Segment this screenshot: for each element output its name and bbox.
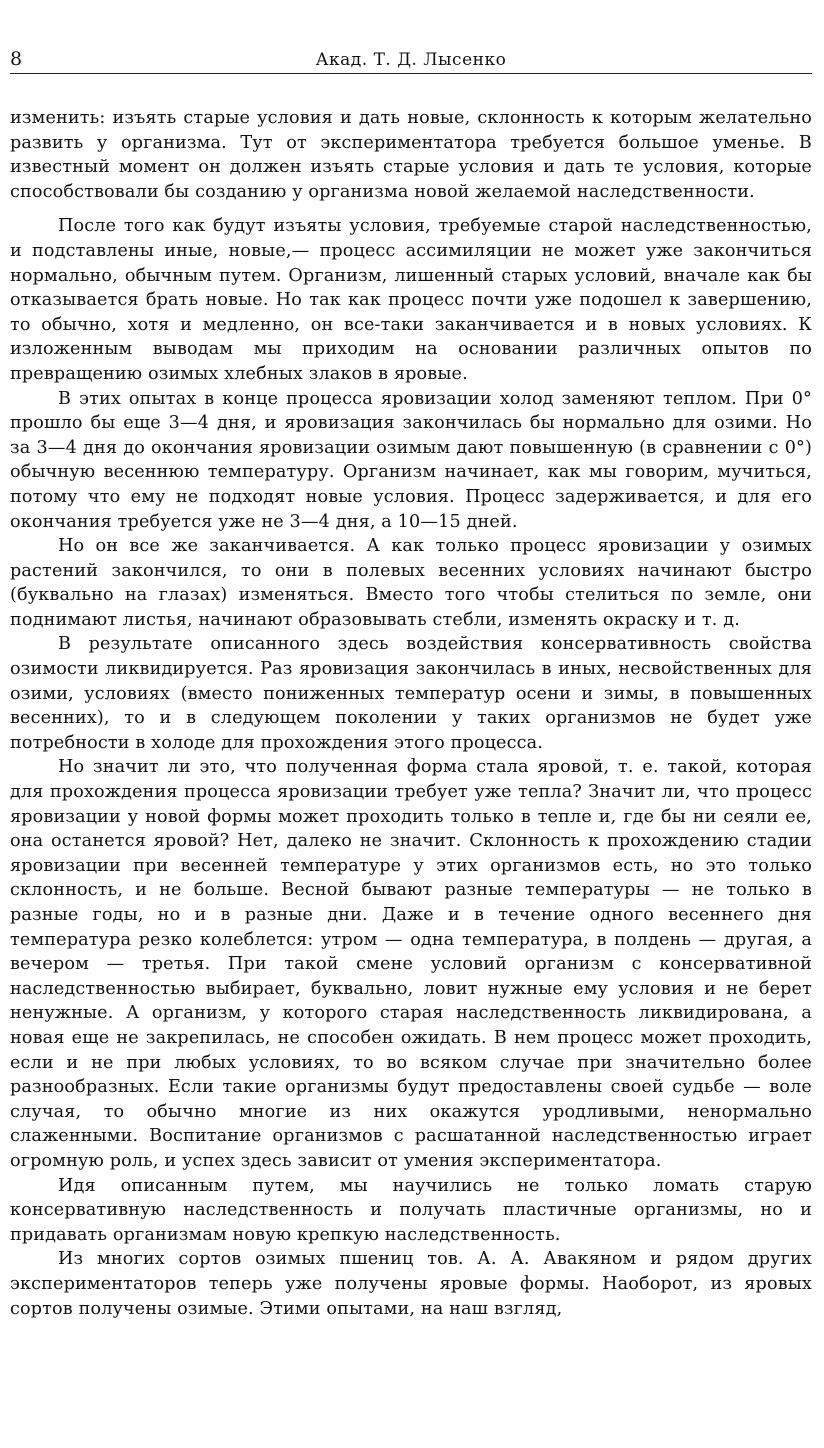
body-text [10, 106, 812, 1321]
paragraph: Из многих сортов озимых пшениц тов. А. А. Авакяном и рядом других экспериментаторов теперь уже получены яровые формы. Наоборот, из яровых сортов получены озимые. Этими опытами, на наш взгляд, [10, 1249, 812, 1319]
page-number: 8 [10, 48, 23, 70]
paragraph: Но значит ли это, что полученная форма стала яровой, т. е. такой, которая для прохождения процесса яровизации требует уже тепла? Значит ли, что процесс яровизации у новой формы может проходить только в тепле и, где бы ни сеяли ее, она останется яровой? Нет, далеко не значит. Склонность к прохождению стадии яровизации при весенней температуре у этих организмов есть, но это только склонность, и не больше. Весной бывают разные температуры — не только в разные годы, но и в разные дни. Даже и в течение одного весеннего дня температура резко колеблется: утром — одна температура, в полдень — другая, а вечером — третья. При такой смене условий организм с консервативной наследственностью выбирает, буквально, ловит нужные ему условия и не берет ненужные. А организм, у которого старая наследственность ликвидирована, а новая еще не закрепилась, не способен ожидать. В нем процесс может проходить, если и не при любых условиях, то во всяком случае при значительно более разнообразных. Если такие организмы будут предоставлены своей судьбе — воле случая, то обычно многие из них окажутся уродливыми, ненормально слаженными. Воспитание организмов с расшатанной наследственностью играет огромную роль, и успех здесь зависит от умения экспериментатора. [10, 757, 812, 1171]
page-header [10, 44, 812, 74]
paragraph: Идя описанным путем, мы научились не только ломать старую консервативную наследственность и получать пластичные организмы, но и придавать организмам новую крепкую наследственность. [10, 1175, 812, 1245]
running-head: Акад. Т. Д. Лысенко [315, 50, 507, 70]
header-rule [10, 73, 812, 74]
paragraph: изменить: изъять старые условия и дать новые, склонность к которым желательно развить у организма. Тут от экспериментатора требуется большое уменье. В известный момент он должен изъять старые условия и дать те условия, которые способствовали бы созданию у организма новой желаемой наследственности. [10, 108, 812, 202]
paragraph: В этих опытах в конце процесса яровизации холод заменяют теплом. При 0° прошло бы еще 3—4 дня, и яровизация закончилась бы нормально для озими. Но за 3—4 дня до окончания яровизации озимым дают повышенную (в сравнении с 0°) обычную весеннюю температуру. Организм начинает, как мы говорим, мучиться, потому что ему не подходят новые условия. Процесс задерживается, и для его окончания требуется уже не 3—4 дня, а 10—15 дней. [10, 388, 812, 532]
paragraph: В результате описанного здесь воздействия консервативность свойства озимости ликвидируется. Раз яровизация закончилась в иных, несвойственных для озими, условиях (вместо пониженных температур осени и зимы, в повышенных весенних), то и в следующем поколении у таких организмов не будет уже потребности в холоде для прохождения этого процесса. [10, 634, 812, 753]
paragraph: После того как будут изъяты условия, требуемые старой наследственностью, и подставлены иные, новые,— процесс ассимиляции не может уже закончиться нормально, обычным путем. Организм, лишенный старых условий, вначале как бы отказывается брать новые. Но так как процесс почти уже подошел к завершению, то обычно, хотя и медленно, он все-таки заканчивается и в новых условиях. К изложенным выводам мы приходим на основании различных опытов по превращению озимых хлебных злаков в яровые. [10, 216, 812, 384]
paragraph: Но он все же заканчивается. А как только процесс яровизации у озимых растений закончился, то они в полевых весенних условиях начинают быстро (буквально на глазах) изменяться. Вместо того чтобы стелиться по земле, они поднимают листья, начинают образовывать стебли, изменять окраску и т. д. [10, 536, 812, 630]
